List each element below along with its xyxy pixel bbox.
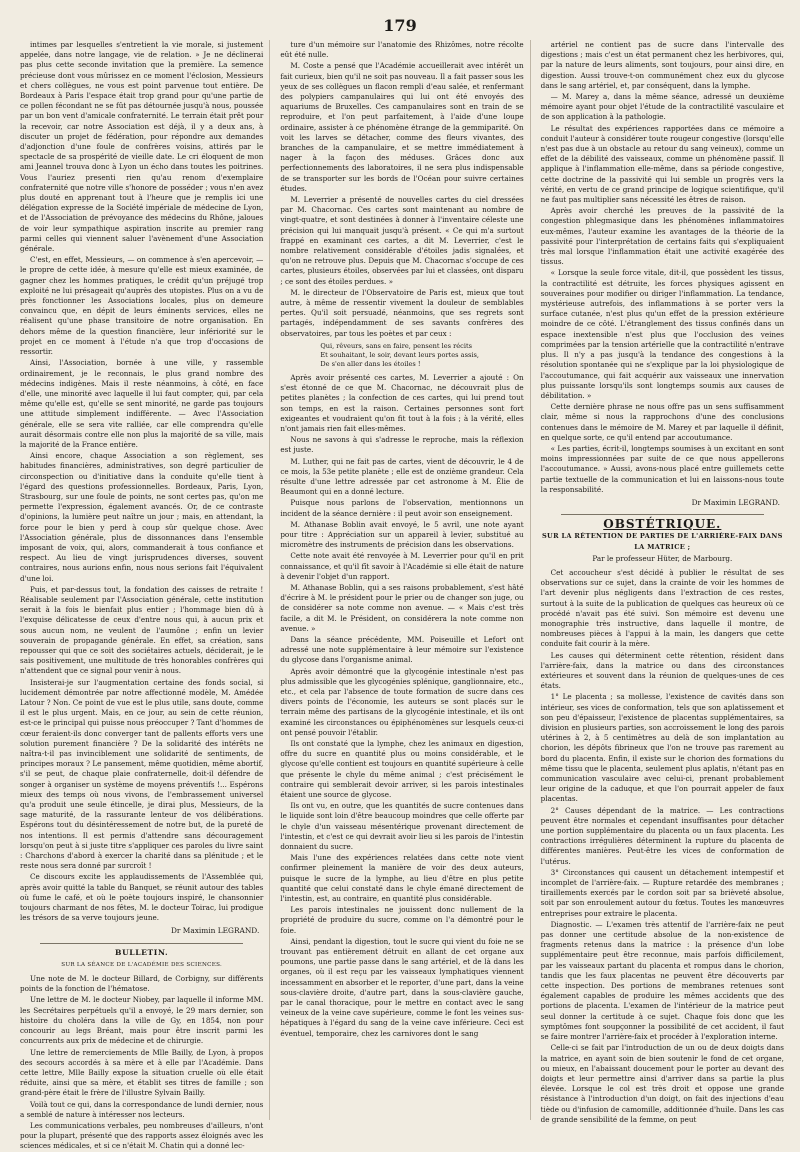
author-byline: Par le professeur Hüter, de Marbourg. xyxy=(592,553,733,563)
signature: Dr Maximin LEGRAND. xyxy=(170,926,260,936)
paragraph: Cette note avait été renvoyée à M. Leverrier pour qu'il en prit connaissance, et qu'il fît savoir à l'Académie si elle était de nature à devenir l'objet d'un rapport. xyxy=(280,551,524,581)
paragraph: Ainsi, pendant la digestion, tout le sucre qui vient du foie ne se trouvant pas entièrement détruit en allant de cet organe aux poumons, une partie passe dans le sang artériel, et de là dans les organes, où il est reçu par les vaisseaux lymphatiques viennent incessamment en absorber et le reporter, d'une part, dans la veine sous-clavière droite, d'autre part, dans la sous-clavière gauche, par le canal thoracique, pour le mettre en contact avec le sang veineux de la veine cave supérieure, comme le font les veines sus-hépatiques à l'égard du sang de la veine cave inférieure. Ceci est éventuel, temporaire, chez les carnivores dont le sang xyxy=(280,936,524,1038)
paragraph: Ainsi encore, chaque Association a son règlement, ses habitudes financières, administratives, son degré particulier de circonspection ou d'initiative dans la conduite qu'elle tient à l'égard des questions professionnelles. Bordeaux, Paris, Lyon, Strasbourg, sur une foule de points, ne sont certes pas, qu'on me permette l'expression, également avancés. Or, de ce contraste d'opinions, la lumière peut naître un jour ; mais, en attendant, la force pour le bien y perd à coup sûr quelque chose. Avec l'Association générale, plus de dissonnances dans l'ensemble imposant de voix, qui, alors, commanderait à tous confiance et respect. Au lieu de vingt jurisprudences diverses, souvent contraires, nous aurions enfin, nous nous serions fait l'équivalent d'une loi. xyxy=(20,451,264,583)
column-middle xyxy=(280,40,530,1120)
paragraph: « Les parties, écrit-il, longtemps soumises à un excitant en sont moins impressionnées par suite de ce que nous appellerons l'accoutumance. » Aussi, avons-nous placé entre guillemets cette partie textuelle de la communication et lui en laissons-nous toute la responsabilité. xyxy=(540,443,784,494)
paragraph: 1° Le placenta ; sa mollesse, l'existence de cavités dans son intérieur, ses vices de conformation, tels que son aplatissement et son peu d'épaisseur, l'existence de placentas supplémentaires, sa division en plusieurs parties, son accroissement le long des parois utérines à 2, à 5 centimètres au delà de son implantation au chorion, les dépôts fibrineux que l'on ne trouve pas rarement au bord du placenta. Enfin, il existe sur le chorion des formations du même tissu que le placenta, seulement plus aplatis, n'étant pas en communication vasculaire avec celui-ci, prenant probablement leur origine de la caduque, et que l'on pourrait appeler de faux placentas. xyxy=(540,692,784,804)
paragraph: Cette dernière phrase ne nous offre pas un sens suffisamment clair, même si nous la rapprochons d'une des conclusions contenues dans le mémoire de M. Marey et par laquelle il définit, en quelque sorte, ce qu'il entend par accoutumance. xyxy=(540,402,784,442)
paragraph: Insisterai-je sur l'augmentation certaine des fonds social, si lucidement démontrée par notre affectionné modèle, M. Amédée Latour ? Non. Ce point de vue est le plus utile, sans doute, comme il est le plus urgent. Mais, en ce jour, au sein de cette réunion, est-ce le principal qui puisse nous préoccuper ? Tant d'hommes de cœur feraient-ils donc converger tant de pallents efforts vers une solution purement financière ? De la solidarité des intérêts ne naîtra-t-il pas invinciblement une solidarité de sentiments, de principes moraux ? Le pansement, même quotidien, même abortif, s'il se peut, de chaque plaie confraternelle, doit-il défendre de songer à organiser un système de moyens préventifs !... Espérons mieux des temps où nous vivons, de l'embrassement universel qu'a produit une seule étincelle, je dirai plus, Messieurs, de la sage maturité, de la rassurante lenteur de vos délibérations. Espérons tout du désintéressement de notre but, de la pureté de nos intentions. Il est permis d'attendre sans découragement lorsqu'on peut à si juste titre s'appliquer ces paroles du livre saint : Charchons d'abord à exercer la charité dans sa plénitude ; et le reste nous sera donné par surcroît ! xyxy=(20,677,264,871)
paragraph: M. Coste a pensé que l'Académie accueillerait avec intérêt un fait curieux, bien qu'il ne soit pas nouveau. Il a fait passer sous les yeux de ses collègues un flacon rempli d'eau salée, et renfermant des polypiers campanulaires qui lui ont été envoyés des aquariums de Bruxelles. Ces campanulaires sont en train de se reproduire, et l'on peut parfaitement, à l'aide d'une loupe ordinaire, assister à ce phénomène étrange de la gemmiparité. On voit les larves se détacher, comme des fleurs vivantes, des branches de la campanulaire, et se mettre immédiatement à nager à la façon des méduses. Grâces donc aux perfectionnements des laboratoires, il ne sera plus indispensable de se transporter sur les bords de l'Océan pour suivre certaines études. xyxy=(280,61,524,193)
paragraph: Les causes qui déterminent cette rétention, résident dans l'arrière-faix, dans la matrice ou dans des circonstances extérieures et souvent dans la réunion de quelques-unes de ces états. xyxy=(540,650,784,691)
paragraph: M. le directeur de l'Observatoire de Paris est, mieux que tout autre, à même de ressentir vivement la douleur de semblables pertes. Qu'il soit persuadé, néanmoins, que ses regrets sont partagés, indépendamment de ses savants confrères des observatoires, par tous les poètes et par ceux : xyxy=(280,287,524,338)
poem-line: Qui, rêveurs, sans en faire, pensent les récits xyxy=(320,341,472,350)
paragraph: M. Luther, qui ne fait pas de cartes, vient de découvrir, le 4 de ce mois, la 53e petite planète ; elle est de onzième grandeur. Cela résulte d'une lettre adressée par cet astronome à M. Élie de Beaumont qui en a donné lecture. xyxy=(280,456,524,497)
bulletin-title: BULLETIN. xyxy=(115,947,169,957)
paragraph: 3° Circonstances qui causent un détachement intempestif et incomplet de l'arrière-faix. — Rupture retardée des membranes ; tiraillements exercés par le cordon soit par sa brièveté absolue, soit par son enroulement autour du fœtus. Toutes les manœuvres entreprises pour extraire le placenta. xyxy=(540,867,784,918)
paragraph: Une lettre de M. le docteur Niobey, par laquelle il informe MM. les Secrétaires perpétuels qu'il a envoyé, le 29 mars dernier, son histoire du choléra dans la ville de Gy, en 1854, non pour concourir au legs Bréant, mais pour être inscrit parmi les concurrents aux prix de médecine et de chirurgie. xyxy=(20,995,264,1046)
paragraph: Cet accoucheur s'est décidé à publier le résultat de ses observations sur ce sujet, dans la crainte de voir les hommes de l'art devenir plus négligents dans l'extraction de ces restes, surtout à la suite de la publication de quelques cas heureux où ce procédé n'avait pas été suivi. Son mémoire est devenu une monographie très instructive, dans laquelle il montre, de nombreuses pièces à l'appui à la main, les dangers que cette conduite fait courir à la mère. xyxy=(540,567,784,649)
paragraph: Une note de M. le docteur Billard, de Corbigny, sur différents points de la fonction de l'hématose. xyxy=(20,974,264,994)
paragraph: Après avoir cherché les preuves de la passivité de la congestion phlegmasique dans les phénomènes inflammatoires eux-mêmes, l'auteur examine les avantages de la théorie de la passivité pour l'interprétation de certains faits qui s'expliquaient très mal lorsque l'inflammation était une activité exagérée des tissus. xyxy=(540,206,784,267)
paragraph: M. Leverrier a présenté de nouvelles cartes du ciel dressées par M. Chacornac. Ces cartes sont maintenant au nombre de vingt-quatre, et sont destinées à donner à l'inventaire céleste une précision qui lui manquait jusqu'à présent. « Ce qui m'a surtout frappé en examinant ces cartes, a dit M. Leverrier, c'est le nombre relativement considérable d'étoiles jadis signalées, et qu'on ne retrouve plus. Depuis que M. Chacornac s'occupe de ces cartes, plusieurs étoiles, observées par lui et classées, ont disparu ; ce sont des étoiles perdues. » xyxy=(280,195,524,286)
paragraph: artériel ne contient pas de sucre dans l'intervalle des digestions ; mais c'est un état permanent chez les herbivores, qui, par la nature de leurs aliments, sont toujours, pour ainsi dire, en digestion. Aussi trouve-t-on communément chez eux du glycose dans le sang artériel, et, par conséquent, dans la lymphe. xyxy=(540,40,784,90)
paragraph: Ainsi, l'Association, bornée à une ville, y rassemble ordinairement, je le reconnais, le plus grand nombre des médecins indigènes. Mais il reste néanmoins, à côté, en face d'elle, une minorité avec laquelle il lui faut compter, qui, par cela même qu'elle est, qu'elle se sent minorité, ne garde pas toujours une attitude simplement indifférente. — Avec l'Association générale, elle se sera vite ralliée, car elle comprendra qu'elle aurait désormais contre elle non plus la majorité de sa ville, mais la majorité de la France entière. xyxy=(20,358,264,449)
page-number: 179 xyxy=(383,16,417,35)
paragraph: intimes par lesquelles s'entretient la vie morale, si justement appelée, dans notre langage, vie de relation. » Je ne déclinerai pas plus cette seconde invitation que la première. La semence précieuse dont vous mûrissez en ce moment l'éclosion, Messieurs et chers collègues, ne vous est point parvenue tout entière. De Bordeaux à Paris l'espace était trop grand pour qu'une partie de ce pollen fécondant ne se fût pas détournée jusqu'à nous, poussée par un bon vent d'amicale confraternité. Le terrain était prêt pour la recevoir, car notre Association est déjà, il y a deux ans, à discuter un projet de fédération, pour répondre aux demandes d'adjonction d'une foule de confrères voisins, attirés par le spectacle de sa prospérité de vieille date. Le cri éloquent de mon ami Jeannel trouva donc à Lyon un écho dans toutes les poitrines. Vous l'auriez presenti rien qu'au renom d'exemplaire confraternité que notre ville s'honore de posséder ; vous n'en avez plus douté en apprenant tout à l'heure que je remplis ici une délégation expresse de la Société impériale de médecine de Lyon, et de l'Association de prévoyance des médecins du Rhône, jaloues de voir leur sympathique aspiration inscrite au premier rang parmi celles qui viennent saluer l'avènement d'une Association générale. xyxy=(20,40,264,254)
paragraph: M. Athanase Boblin, qui a ses raisons probablement, s'est hâté d'écrire à M. le président pour le prier ou de changer son juge, ou de considérer sa note comme non avenue. — « Mais c'est très facile, a dit M. le Président, on considérera la note comme non avenue. » xyxy=(280,582,524,633)
paragraph: ture d'un mémoire sur l'anatomie des Rhizômes, notre récolte eût été nulle. xyxy=(280,40,524,60)
paragraph: Puisque nous parlons de l'observation, mentionnons un incident de la séance dernière : il peut avoir son enseignement. xyxy=(280,498,524,518)
paragraph: Les communications verbales, peu nombreuses d'ailleurs, n'ont pour la plupart, présenté que des rapports assez éloignés avec les sciences médicales, et si ce n'était M. Chatin qui a donné lec- xyxy=(20,1120,264,1151)
poem-line: Et souhaitant, le soir, devant leurs portes assis, xyxy=(320,350,479,359)
column-right xyxy=(540,40,784,1124)
poem-line: De s'en aller dans les étoiles ! xyxy=(320,359,421,368)
paragraph: Nous ne savons à qui s'adresse le reproche, mais la réflexion est juste. xyxy=(280,435,524,455)
divider xyxy=(561,514,764,515)
paragraph: Après avoir présenté ces cartes, M. Leverrier a ajouté : On s'est étonné de ce que M. Chacornac, ne découvrait plus de petites planètes ; la confection de ces cartes, qui lui prend tout son temps, en est la raison. Certaines personnes sont fort exigeantes et voudraient qu'on fit tout à la fois ; à la vérité, elles n'ont jamais rien fait elles-mêmes. xyxy=(280,372,524,433)
paragraph: M. Athanase Boblin avait envoyé, le 5 avril, une note ayant pour titre : Appréciation sur un appareil à levier, substitué au micromètre des instruments de précision dans les observations. xyxy=(280,519,524,550)
paragraph: 2° Causes dépendant de la matrice. — Les contractions peuvent être normales et cependant insuffisantes pour détacher une portion supplémentaire du placenta ou un faux placenta. Les contractions irrégulières déterminent la rupture du placenta de différentes manières. Peut-être les vices de conformation de l'utérus. xyxy=(540,805,784,866)
paragraph: Diagnostic. — L'examen très attentif de l'arrière-faix ne peut pas donner une certitude absolue de la non-existence de fragments retenus dans la matrice : la présence d'un lobe supplémentaire peut être reconnue, mais parfois difficilement, par les vaisseaux partant du placenta et rompus dans le chorion, tandis que les faux placentas ne peuvent être découverts par cette inspection. Des portions de membranes retenues sont également capables de produire les mêmes accidents que des portions de placenta. L'examen de l'intérieur de la matrice peut seul donner la certitude à ce sujet. Chaque fois donc que les symptômes font soupçonner la possibilité de cet accident, il faut se faire montrer l'arrière-faix et procéder à l'exploration interne. xyxy=(540,919,784,1042)
article-columns xyxy=(20,40,784,1151)
paragraph: Dans la séance précédente, MM. Poiseuille et Lefort ont adressé une note supplémentaire à leur mémoire sur l'existence du glycose dans l'organisme animal. xyxy=(280,634,524,665)
paragraph: Ils ont vu, en outre, que les quantités de sucre contenues dans le liquide sont loin d'être beaucoup moindres que celle offerte par le chyle d'un vaisseau mésentérique provenant directement de l'intestin, et c'est ce qui devrait avoir lieu si les parois de l'intestin donnaient du sucre. xyxy=(280,801,524,852)
column-left xyxy=(20,40,270,1151)
paragraph: Le résultat des expériences rapportées dans ce mémoire a conduit l'auteur à considérer toute rougeur congestive (lorsqu'elle n'est pas due à un obstacle au retour du sang veineux), comme un effet de la débilité des vaisseaux, comme un phénomène passif. Il applique à l'inflammation elle-même, dans sa période congestive, cette doctrine de la passivité qui lui semble un progrès vers la vérité, en vertu de ce grand principe de logique scientifique, qu'il ne faut pas multiplier sans nécessité les êtres de raison. xyxy=(540,123,784,205)
paragraph: Ce discours excite les applaudissements de l'Assemblée qui, après avoir quitté la table du Banquet, se réunit autour des tables où fume le café, et où le poète toujours inspiré, le chansonnier toujours charmant de nos fêtes, M. le docteur Toirac, lui prodigue les trésors de sa verve toujours jeune. xyxy=(20,872,264,923)
paragraph: Après avoir démontré que la glycogénie intestinale n'est pas plus admissible que les glycogénies splénique, ganglionnaire, etc., etc., et cela par l'absence de toute formation de sucre dans ces divers points de l'économie, les auteurs se sont placés sur le terrain même des partisans de la glycogénie intestinale, et ils ont examiné les circonstances ou épiphénomènes sur lesquels ceux-ci ont pensé pouvoir l'établir. xyxy=(280,666,524,737)
paragraph: Ils ont constaté que la lymphe, chez les animaux en digestion, offre du sucre en quantité plus ou moins considérable, et le glycose qu'elle contient est toujours en quantité supérieure à celle que présente le chyle du même animal ; c'est précisément le contraire qui semblerait devoir arriver, si les parois intestinales étaient une source de glycose. xyxy=(280,739,524,800)
paragraph: C'est, en effet, Messieurs, — on commence à s'en apercevoir, — le propre de cette idée, à mesure qu'elle est mieux examinée, de gagner chez les hommes pratiques, le crédit qu'un préjugé trop exploité ne lui présageait qu'auprès des utopistes. Plus on a vu de près fonctionner les Associations locales, plus on demeure convaincu que, en dépit de leurs éminents services, elles ne réalisent qu'une phase transitoire de notre organisation. En dehors même de la question financière, leur infériorité sur le projet en ce moment à l'étude n'a que trop d'occasions de ressortir. xyxy=(20,255,264,357)
signature: Dr Maximin LEGRAND. xyxy=(691,497,780,507)
bulletin-subtitle: SUR LA SÉANCE DE L'ACADÉMIE DES SCIENCES. xyxy=(61,961,223,968)
section-title: OBSTÉTRIQUE. xyxy=(603,517,722,532)
paragraph: Puis, et par-dessus tout, la fondation des caisses de retraite ! Réalisable seulement par l'Association générale, cette institution serait à la fois le bienfait plus entier ; l'hommage bien dû à l'exquise délicatesse de ceux d'entre nous qui, à aucun prix et sous aucun nom, ne veulent de l'aumône ; enfin un levier souverain de propagande générale. En effet, sa création, sans repousser qui que ce soit des sociétaires actuels, déciderait, je le sais positivement, une multitude de très honorables confrères qui n'attendent que ce signal pour venir à nous. xyxy=(20,584,264,676)
paragraph: Une lettre de remerciements de Mlle Bailly, de Lyon, à propos des secours accordés à sa mère et à elle par l'Académie. Dans cette lettre, Mlle Bailly expose la situation cruelle où elle était réduite, ainsi que sa mère, et établit ses titres de famille ; son grand-père était le frère de l'illustre Sylvain Bailly. xyxy=(20,1047,264,1098)
paragraph: « Lorsque la seule force vitale, dit-il, que possèdent les tissus, la contractilité est détruite, les forces physiques agissent en souveraines pour modifier ou diriger l'inflammation. La tendance, mystérieuse autrefois, des inflammations à se porter vers la surface cutanée, n'est plus qu'un effet de la pression extérieure moindre de ce côté. L'étranglement des tissus confinés dans un espace inextensible n'est plus que l'occlusion des veines comprimées par la tension artérielle que la contractilité n'entrave plus. Il n'y a pas jusqu'à la tendance des congestions à la résolution spontanée qui ne s'explique par la loi physiologique de l'accoutumance, qui fait acquérir aux vaisseaux une innervation plus puissante lorsqu'ils sont longtemps soumis aux causes de débilitation. » xyxy=(540,268,784,400)
paragraph: Mais l'une des expériences relatées dans cette note vient confirmer pleinement la manière de voir des deux auteurs, puisque le sucre de la lymphe, au lieu d'être en plus petite quantité que celui constaté dans le chyle émané directement de l'intestin, est, au contraire, en quantité plus considérable. xyxy=(280,853,524,904)
paragraph: — M. Marey a, dans la même séance, adressé un deuxième mémoire ayant pour objet l'étude de la contractilité vasculaire et de son application à la pathologie. xyxy=(540,92,784,122)
section-subtitle: SUR LA RÉTENTION DE PARTIES DE L'ARRIÈRE-FAIX DANS LA MATRICE ; xyxy=(541,532,783,551)
paragraph: Celle-ci se fait par l'introduction de un ou de deux doigts dans la matrice, en ayant soin de bien soutenir le fond de cet organe, ou mieux, en l'abaissant doucement pour le porter au devant des doigts et leur permettre ainsi d'arriver dans sa partie la plus élevée. Lorsque le col est très droit et oppose une grande résistance à l'introduction d'un doigt, on fait des injections d'eau tiède ou d'infusion de camomille, additionnée d'huile. Dans les cas de grande sensibilité de la femme, on peut xyxy=(540,1043,784,1124)
divider xyxy=(40,943,243,944)
paragraph: Voilà tout ce qui, dans la correspondance de lundi dernier, nous a semblé de nature à intéresser nos lecteurs. xyxy=(20,1099,264,1119)
poem-quote xyxy=(320,342,523,369)
paragraph: Les parois intestinales ne jouissent donc nullement de la propriété de produire du sucre, comme on l'a démontré pour le foie. xyxy=(280,905,524,935)
